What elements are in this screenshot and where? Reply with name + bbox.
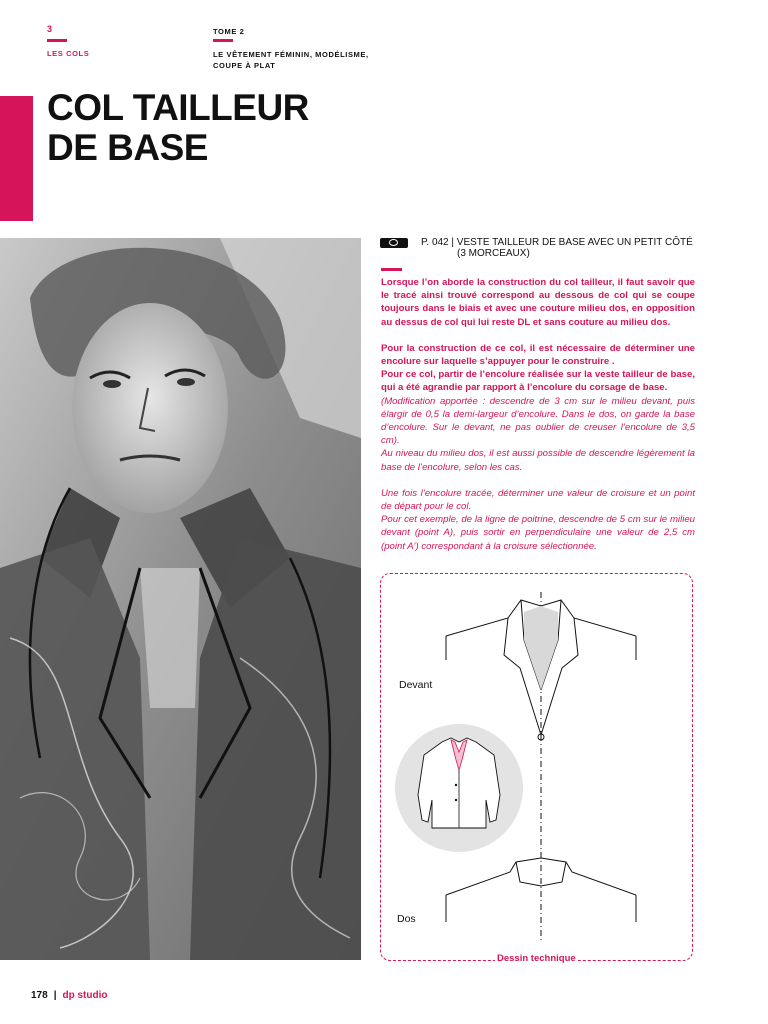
- paragraph-example: Pour cet exemple, de la ligne de poitrine, descendre de 5 cm sur le milieu devant (point A), puis sortir en perpendiculaire une valeur de 2,5 cm (point A’) correspondant à la croisure sélectionnée.: [381, 514, 695, 552]
- page-title: [47, 88, 309, 168]
- text-accent-bar: [381, 268, 402, 271]
- tome-title-line-2: COUPE À PLAT: [213, 61, 276, 70]
- chapter-accent-bar: [47, 39, 67, 42]
- label-front: Devant: [399, 679, 433, 691]
- paragraph-milieu-dos: Au niveau du milieu dos, il est aussi possible de descendre légèrement la base de l’encolure, selon les cas.: [381, 448, 695, 473]
- paragraph-encolure: Pour ce col, partir de l’encolure réalisée sur la veste tailleur de base, qui a été agrandie par rapport à l’encolure du corsage de base.: [381, 369, 695, 394]
- label-back: Dos: [397, 913, 416, 925]
- eye-icon: [380, 238, 408, 248]
- reference-line-1: P. 042 | VESTE TAILLEUR DE BASE AVEC UN PETIT CÔTÉ: [421, 237, 693, 248]
- fashion-illustration: [0, 238, 361, 960]
- technical-drawing-caption: Dessin technique: [497, 953, 576, 964]
- chapter-number: 3: [47, 24, 53, 34]
- pattern-reference: [380, 237, 693, 259]
- paragraph-intro: Lorsque l’on aborde la construction du col tailleur, il faut savoir que le tracé ainsi trouvé correspond au dessous de col qui se coupe toujours dans le biais et avec une couture milieu dos, en opposition au dessus de col qui lui reste DL et sans couture au milieu dos.: [381, 277, 695, 328]
- fashion-sketch-image: [0, 238, 361, 960]
- tome-accent-bar: [213, 39, 233, 42]
- reference-line-2: (3 MORCEAUX): [457, 248, 530, 259]
- paragraph-construction: Pour la construction de ce col, il est nécessaire de déterminer une encolure sur laquelle s’appuyer pour le construire .: [381, 342, 695, 368]
- tome-title: [213, 49, 373, 71]
- body-text: [381, 276, 695, 553]
- tome-label: TOME 2: [213, 27, 245, 36]
- page-title-line-2: DE BASE: [47, 127, 208, 168]
- page-footer: [31, 990, 108, 1001]
- chapter-name: LES COLS: [47, 49, 90, 58]
- technical-drawing-frame: [380, 573, 693, 961]
- page-number: 178: [31, 990, 48, 1001]
- publisher-brand: dp studio: [62, 990, 108, 1001]
- footer-separator: |: [53, 990, 57, 1001]
- paragraph-modification: (Modification apportée : descendre de 3 cm sur le milieu devant, puis élargir de 0,5 la demi-largeur d’encolure. Dans le dos, on garde la base d’encolure. Sur le devant, ne pas oublier de creuser l’encolure de 3,5 cm).: [381, 395, 695, 447]
- paragraph-croisure: Une fois l’encolure tracée, déterminer une valeur de croisure et un point de départ pour le col.: [381, 487, 695, 513]
- tome-title-line-1: LE VÊTEMENT FÉMININ, MODÉLISME,: [213, 50, 369, 59]
- page-title-line-1: COL TAILLEUR: [47, 87, 309, 128]
- side-accent-block: [0, 96, 33, 221]
